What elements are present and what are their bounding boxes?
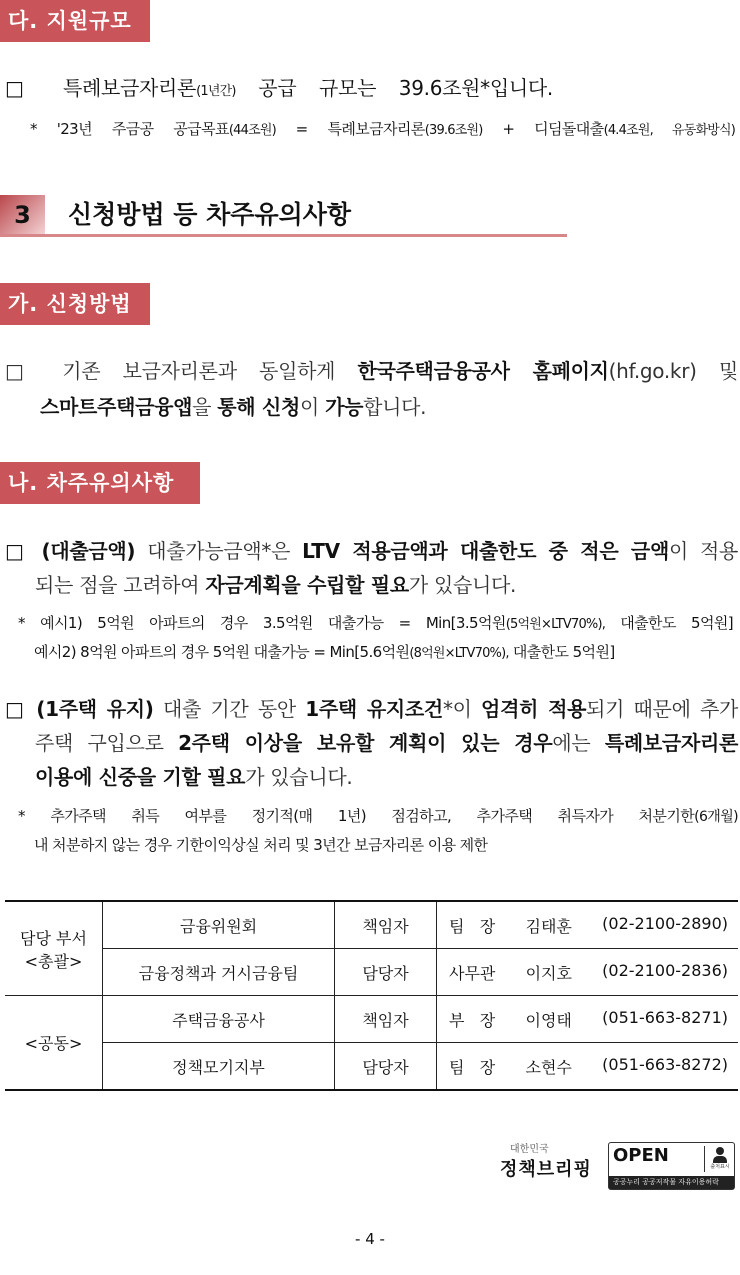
text-run: 가 있습니다.	[245, 765, 353, 789]
role-cell: 담당자	[335, 949, 437, 996]
text-line	[5, 72, 553, 101]
table-row	[5, 901, 738, 949]
text-run: 2주택 이상을 보유할 계획이 있는 경우	[178, 731, 553, 755]
text-run: 이	[300, 395, 326, 419]
text-run: (4.4조원, 유동화방식)	[603, 123, 735, 138]
text-run: 합니다.	[363, 395, 427, 419]
role-cell: 담당자	[335, 1043, 437, 1091]
text-run: 이용에 신중을 기할 필요	[35, 765, 246, 789]
text-run: □	[5, 539, 42, 563]
text-run: 되기 때문에 추가	[586, 697, 738, 721]
group-label: 담당 부서 <총괄>	[5, 901, 103, 996]
text-run: (44조원)	[228, 123, 276, 138]
contact-cell	[437, 901, 739, 949]
contact-cell	[437, 1043, 739, 1091]
text-run: 주택 구입으로	[35, 731, 179, 755]
text-run: (39.6조원)	[424, 123, 483, 138]
text-line	[5, 535, 738, 564]
text-run: 1주택 유지조건	[305, 697, 443, 721]
text-line	[5, 693, 738, 722]
title: 팀 장	[449, 916, 496, 936]
text-line	[18, 612, 733, 633]
text-run: 엄격히 적용	[481, 697, 587, 721]
section-underline	[0, 234, 567, 237]
text-run: (8억원×LTV70%),	[409, 646, 509, 661]
phone: (02-2100-2890)	[602, 913, 728, 933]
text-run: (대출금액)	[41, 539, 136, 563]
kogl-open-license-logo: OPEN 출처표시 공공누리 공공저작물 자유이용허락	[608, 1142, 735, 1190]
phone: (051-663-8272)	[602, 1054, 728, 1074]
title: 부 장	[449, 1010, 496, 1030]
contact-table	[5, 900, 738, 1091]
text-run: 자금계획을 수립할 필요	[205, 573, 409, 597]
text-line	[18, 805, 738, 826]
dept-cell: 금융정책과 거시금융팀	[103, 949, 335, 996]
text-run: 내 처분하지 않는 경우 기한이익상실 처리 및 3년간 보금자리론 이용 제한	[34, 836, 488, 854]
name: 이영태	[525, 1010, 572, 1030]
text-run: * 추가주택 취득 여부를 정기적(매 1년) 점검하고, 추가주택 취득자가 처분기한	[18, 807, 695, 825]
section-title: 신청방법 등 차주유의사항	[68, 200, 352, 229]
text-line	[35, 569, 516, 598]
text-run: *이	[442, 697, 482, 721]
contact-cell	[437, 949, 739, 996]
text-run: * 예시1) 5억원 아파트의 경우 3.5억원 대출가능 = Min[3.5억원	[18, 614, 506, 632]
text-run: □	[5, 76, 63, 100]
role-cell: 책임자	[335, 901, 437, 949]
text-run: * '23년 주금공 공급목표	[30, 120, 229, 138]
text-line	[5, 355, 738, 384]
text-run: 을	[192, 395, 218, 419]
text-run: 스마트주택금융앱	[40, 395, 193, 419]
text-run: 한국주택금융공사 홈페이지	[357, 359, 609, 383]
text-run: 가 있습니다.	[408, 573, 517, 597]
text-run: 대출 기간 동안	[153, 697, 306, 721]
group-label: <공동>	[5, 996, 103, 1091]
text-run: 특례보금자리론	[604, 731, 738, 755]
text-run: 대출한도 5억원]	[508, 643, 615, 661]
text-run: = 특례보금자리론	[275, 120, 425, 138]
text-run: (6개월)	[694, 809, 738, 825]
table-row	[5, 1043, 738, 1091]
text-run: 특례보금자리론	[62, 76, 197, 100]
text-line	[40, 391, 426, 420]
section-tag-application: 가. 신청방법	[0, 283, 150, 325]
text-line	[34, 641, 615, 662]
text-run: 통해 신청	[217, 395, 300, 419]
name: 이지호	[525, 963, 572, 983]
text-run: (1년간)	[196, 84, 236, 99]
text-run: □ 기존 보금자리론과 동일하게	[5, 359, 358, 383]
section-number: 3	[0, 195, 45, 235]
text-run: (5억원×LTV70%),	[505, 617, 606, 632]
text-line	[35, 761, 352, 790]
dept-cell: 주택금융공사	[103, 996, 335, 1043]
section-tag-borrower-notes: 나. 차주유의사항	[0, 462, 200, 504]
table-row	[5, 949, 738, 996]
footer-logos	[500, 1140, 735, 1192]
text-run: 되는 점을 고려하여	[35, 573, 206, 597]
phone: (051-663-8271)	[602, 1007, 728, 1027]
text-run: 대출가능금액*은	[135, 539, 303, 563]
section-tag-support-scale: 다. 지원규모	[0, 0, 150, 42]
text-run: (1주택 유지)	[36, 697, 154, 721]
dept-cell: 금융위원회	[103, 901, 335, 949]
text-line	[34, 834, 487, 855]
page-number: - 4 -	[355, 1230, 385, 1248]
text-run: LTV 적용금액과 대출한도 중 적은 금액	[302, 539, 669, 563]
text-run: 이 적용	[668, 539, 739, 563]
title: 팀 장	[449, 1057, 496, 1077]
text-run: + 디딤돌대출	[482, 120, 604, 138]
text-run: 가능	[325, 395, 364, 419]
role-cell: 책임자	[335, 996, 437, 1043]
text-line	[35, 727, 738, 756]
phone: (02-2100-2836)	[602, 960, 728, 980]
text-run: 공급 규모는 39.6조원*입니다.	[235, 76, 553, 100]
person-icon: 출처표시	[704, 1146, 731, 1172]
contact-cell	[437, 996, 739, 1043]
table-row	[5, 996, 738, 1043]
name: 소현수	[525, 1057, 572, 1077]
text-run: 에는	[552, 731, 605, 755]
name: 김태훈	[525, 916, 572, 936]
title: 사무관	[449, 963, 496, 983]
policy-briefing-logo: 대한민국 정책브리핑	[500, 1144, 592, 1180]
text-line	[30, 118, 735, 139]
dept-cell: 정책모기지부	[103, 1043, 335, 1091]
text-run: 대출한도 5억원]	[605, 614, 733, 632]
text-run: 예시2) 8억원 아파트의 경우 5억원 대출가능 = Min[5.6억원	[34, 643, 410, 661]
text-run: □	[5, 697, 37, 721]
text-run: (hf.go.kr) 및	[608, 359, 738, 383]
